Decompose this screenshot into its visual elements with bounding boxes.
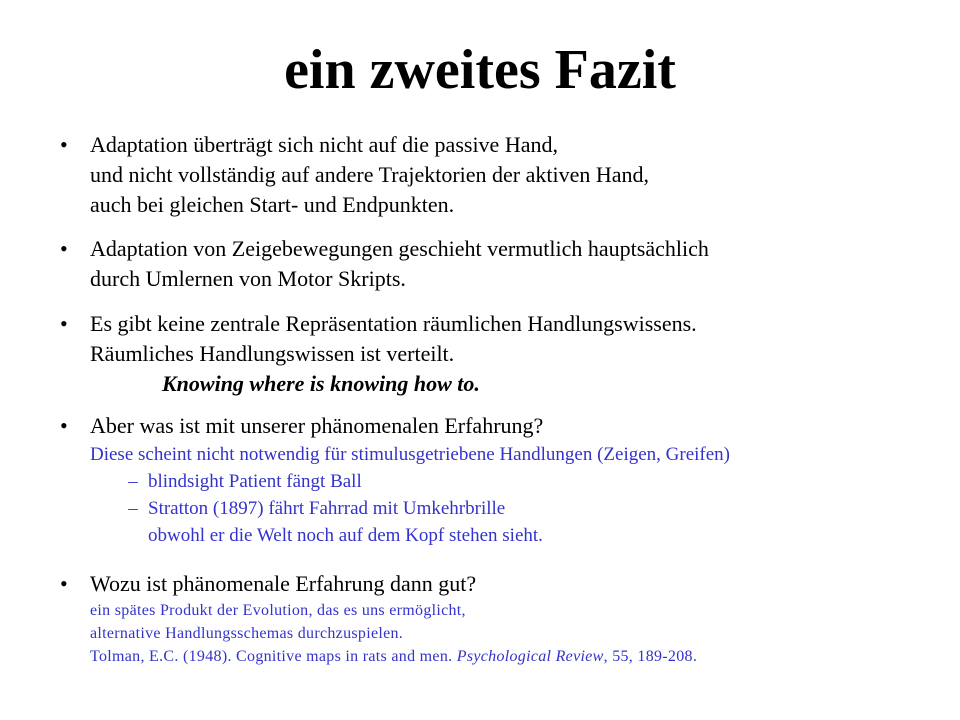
bullet-2 xyxy=(60,234,940,294)
bullet-3-line-1: Es gibt keine zentrale Repräsentation räumlichen Handlungswissens. xyxy=(90,311,697,336)
citation-volume-pages: , 55, 189-208. xyxy=(603,648,698,665)
sub-item-2 xyxy=(90,495,940,522)
sub-item-1 xyxy=(90,468,940,495)
slide-title: ein zweites Fazit xyxy=(284,39,676,101)
sub-item-2-continuation: obwohl er die Welt noch auf dem Kopf stehen sieht. xyxy=(148,525,543,546)
sub-item-2-text: Stratton (1897) fährt Fahrrad mit Umkehrbrille xyxy=(148,498,506,519)
bullet-4-line-1: Aber was ist mit unserer phänomenalen Erfahrung? xyxy=(90,413,544,438)
bullet-1-line-1: Adaptation überträgt sich nicht auf die passive Hand, xyxy=(90,132,558,157)
bullet-dot: • xyxy=(60,311,68,336)
bullet-1 xyxy=(60,130,940,220)
bullet-1-line-3: auch bei gleichen Start- und Endpunkten. xyxy=(90,192,455,217)
bullet-4 xyxy=(60,411,940,549)
bullet-4-note: Diese scheint nicht notwendig für stimulusgetriebene Handlungen (Zeigen, Greifen) xyxy=(90,444,730,465)
citation-authors-title: Tolman, E.C. (1948). Cognitive maps in rats and men. xyxy=(90,648,453,665)
bullet-5 xyxy=(60,569,940,668)
bullet-dot: • xyxy=(60,132,68,157)
bullet-dot: • xyxy=(60,413,68,438)
bullet-dot: • xyxy=(60,236,68,261)
dash-marker: – xyxy=(128,471,138,492)
citation-journal: Psychological Review xyxy=(456,648,604,665)
bullet-5-note-1: ein spätes Produkt der Evolution, das es uns ermöglicht, xyxy=(90,602,466,619)
bullet-1-line-2: und nicht vollständig auf andere Trajektorien der aktiven Hand, xyxy=(90,162,650,187)
bullet-2-line-2: durch Umlernen von Motor Skripts. xyxy=(90,266,406,291)
bullet-2-line-1: Adaptation von Zeigebewegungen geschieht vermutlich hauptsächlich xyxy=(90,236,709,261)
bullet-dot: • xyxy=(60,571,68,596)
bullet-3-emphasis: Knowing where is knowing how to. xyxy=(162,371,480,396)
bullet-5-line-1: Wozu ist phänomenale Erfahrung dann gut? xyxy=(90,571,477,596)
bullet-3 xyxy=(60,309,940,399)
bullet-5-note-2: alternative Handlungsschemas durchzuspielen. xyxy=(90,625,404,642)
bullet-3-line-2: Räumliches Handlungswissen ist verteilt. xyxy=(90,341,455,366)
dash-marker: – xyxy=(128,498,138,519)
sub-item-1-text: blindsight Patient fängt Ball xyxy=(148,471,362,492)
citation xyxy=(90,645,940,668)
